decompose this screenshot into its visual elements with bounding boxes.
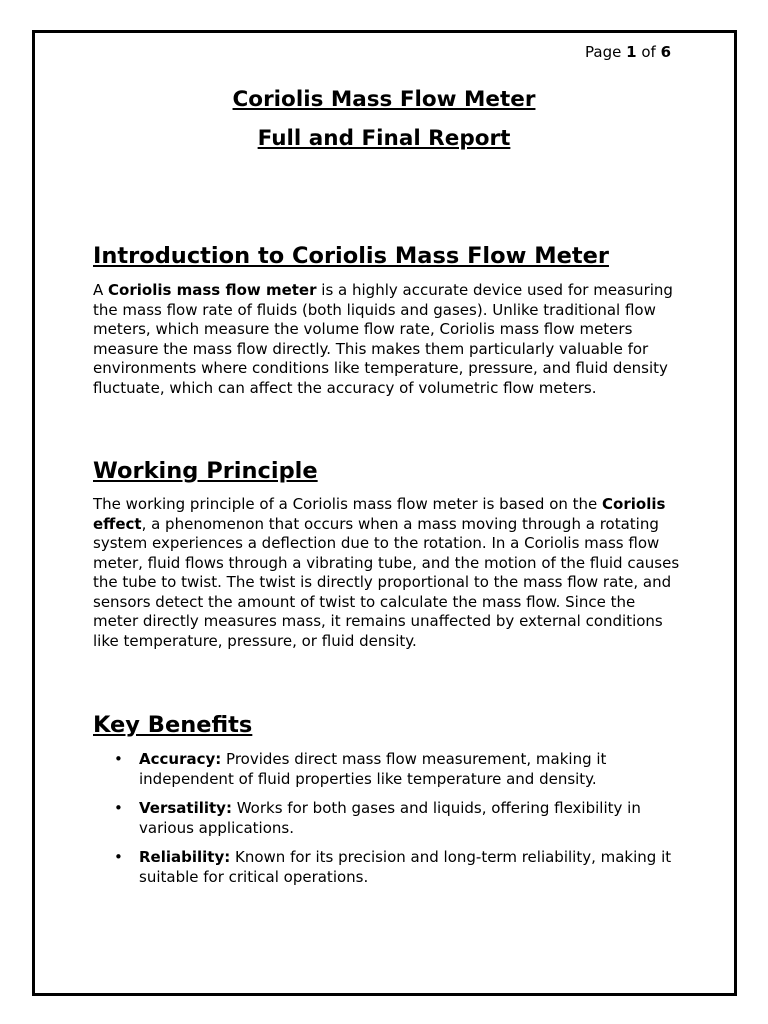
benefit-text: Works for both gases and liquids, offering flexibility in various applications. (139, 799, 641, 837)
benefit-item-versatility (93, 799, 693, 838)
benefit-label: Versatility: (139, 799, 232, 817)
benefit-item-reliability (93, 848, 693, 887)
benefit-label: Accuracy: (139, 750, 222, 768)
bullet-icon: • (114, 848, 123, 866)
benefit-item-accuracy (93, 750, 693, 789)
introduction-paragraph (93, 281, 683, 398)
key-benefits-list (93, 750, 693, 897)
page-indicator (585, 43, 671, 61)
document-subtitle: Full and Final Report (257, 126, 511, 151)
working-principle-lead-text: The working principle of a Coriolis mass flow meter is based on the (93, 495, 603, 513)
benefit-text: Provides direct mass flow measurement, making it independent of fluid properties like temperature and density. (139, 750, 607, 788)
introduction-heading: Introduction to Coriolis Mass Flow Meter (93, 243, 609, 269)
page-label: Page (585, 43, 622, 61)
benefit-label: Reliability: (139, 848, 231, 866)
current-page-number: 1 (626, 43, 637, 61)
bullet-icon: • (114, 799, 123, 817)
introduction-bold-term: Coriolis mass flow meter (108, 281, 317, 299)
bullet-icon: • (114, 750, 123, 768)
benefit-text: Known for its precision and long-term reliability, making it suitable for critical operations. (139, 848, 672, 886)
working-principle-bold-term: Coriolis effect (93, 495, 666, 533)
working-principle-paragraph (93, 495, 683, 651)
working-principle-body-text: , a phenomenon that occurs when a mass moving through a rotating system experiences a deflection due to the rotation. In a Coriolis mass flow meter, fluid flows through a vibrating tube, and the motion of the fluid causes the tube to twist. The twist is directly proportional to the mass flow rate, and sensors detect the amount of twist to calculate the mass flow. Since the meter directly measures mass, it remains unaffected by external conditions like temperature, pressure, or fluid density. (93, 514, 680, 650)
introduction-body-text: is a highly accurate device used for measuring the mass flow rate of fluids (both liquids and gases). Unlike traditional flow meters, which measure the volume flow rate, Coriolis mass flow meters measure the mass flow directly. This makes them particularly valuable for environments where conditions like temperature, pressure, and fluid density fluctuate, which can affect the accuracy of volumetric flow meters. (93, 281, 673, 397)
introduction-lead-text: A (93, 281, 109, 299)
document-title: Coriolis Mass Flow Meter (232, 87, 536, 112)
total-page-number: 6 (660, 43, 672, 61)
working-principle-heading: Working Principle (93, 458, 318, 484)
page-of-label: of (641, 43, 656, 61)
key-benefits-heading: Key Benefits (93, 712, 253, 738)
